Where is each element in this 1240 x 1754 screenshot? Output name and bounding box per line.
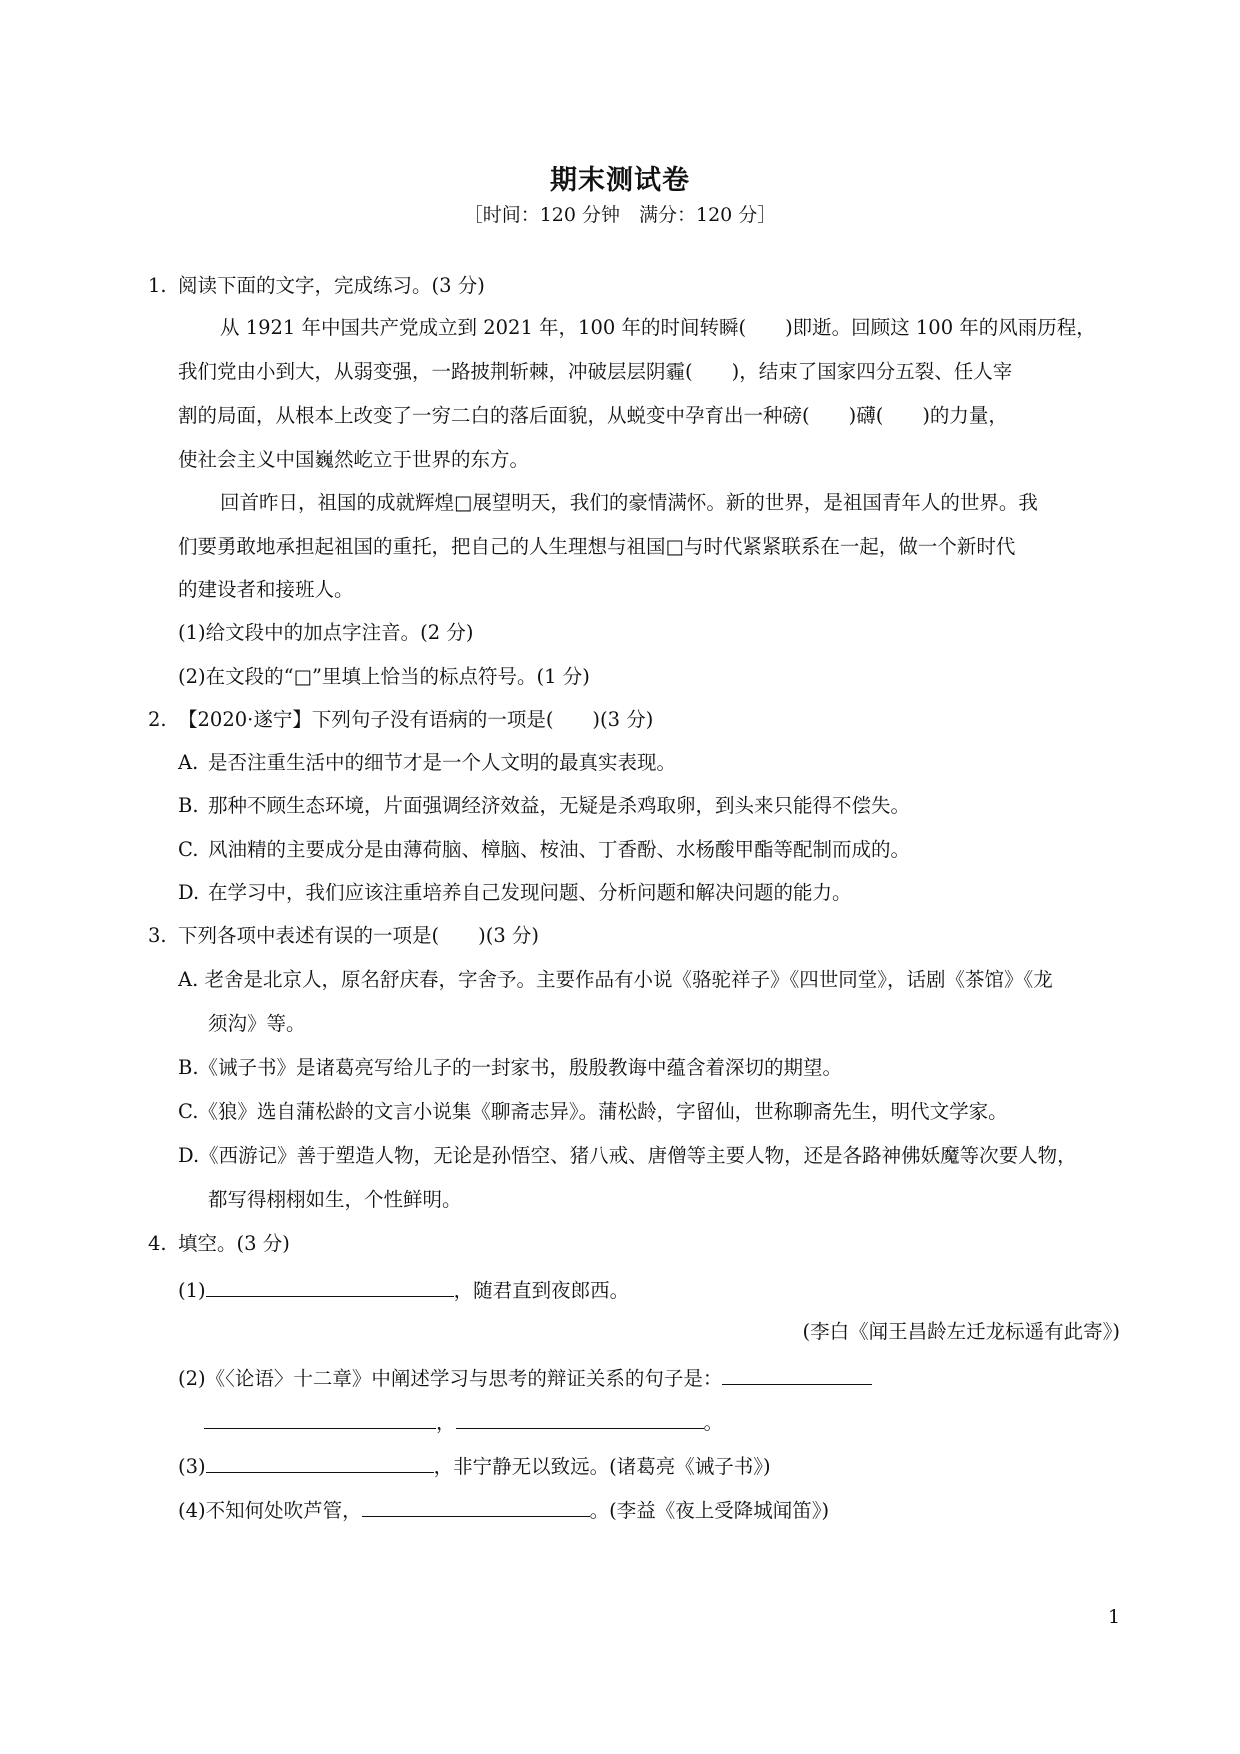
question-number: 1. [148, 274, 167, 297]
fill-4: (4)不知何处吹芦管， 。(李益《夜上受降城闻笛》) [178, 1499, 830, 1522]
sub-question: (2)在文段的“□”里填上恰当的标点符号。(1 分) [178, 665, 590, 688]
question-number: 4. [148, 1232, 167, 1255]
option-a-cont: 须沟》等。 [208, 1012, 306, 1035]
fill-2: (2)《〈论语〉十二章》中阐述学习与思考的辩证关系的句子是： [178, 1366, 872, 1389]
exam-meta: ［时间：120 分钟 满分：120 分］ [463, 204, 777, 226]
question-number: 3. [148, 924, 167, 947]
passage-line: 的建设者和接班人。 [178, 578, 354, 601]
option-d: D.《西游记》善于塑造人物，无论是孙悟空、猪八戒、唐僧等主要人物，还是各路神佛妖魔等次要人物， [178, 1144, 1077, 1167]
question-3 [148, 926, 539, 946]
question-number: 2. [148, 708, 167, 731]
answer-blank[interactable] [206, 1454, 434, 1473]
option-a: A. 老舍是北京人，原名舒庆春，字舍予。主要作品有小说《骆驼祥子》《四世同堂》，话剧《茶馆》《龙 [178, 968, 1053, 991]
answer-blank[interactable] [722, 1366, 872, 1385]
question-4 [148, 1234, 290, 1254]
fill-2-cont: ， 。 [204, 1410, 723, 1433]
option-c: C.《狼》选自蒲松龄的文言小说集《聊斋志异》。蒲松龄，字留仙，世称聊斋先生，明代文学家。 [178, 1100, 1008, 1123]
option-b: B. 那种不顾生态环境，片面强调经济效益，无疑是杀鸡取卵，到头来只能得不偿失。 [178, 794, 911, 817]
fill-3: (3) ，非宁静无以致远。(诸葛亮《诫子书》) [178, 1455, 771, 1478]
passage-line: 回首昨日，祖国的成就辉煌□展望明天，我们的豪情满怀。新的世界，是祖国青年人的世界。我 [220, 491, 1038, 514]
question-stem: 【2020·遂宁】下列句子没有语病的一项是( )(3 分) [178, 708, 654, 731]
question-stem: 阅读下面的文字，完成练习。(3 分) [178, 274, 485, 297]
passage-line: 使社会主义中国巍然屹立于世界的东方。 [178, 448, 530, 471]
answer-blank[interactable] [456, 1410, 704, 1429]
option-d-cont: 都写得栩栩如生，个性鲜明。 [208, 1188, 462, 1211]
passage-line: 割的局面，从根本上改变了一穷二白的落后面貌，从蜕变中孕育出一种磅( )礴( )的力量， [178, 404, 1008, 427]
sub-question: (1)给文段中的加点字注音。(2 分) [178, 621, 474, 644]
question-stem: 下列各项中表述有误的一项是( )(3 分) [178, 924, 540, 947]
answer-blank[interactable] [206, 1278, 454, 1297]
option-d: D. 在学习中，我们应该注重培养自己发现问题、分析问题和解决问题的能力。 [178, 881, 852, 904]
answer-blank[interactable] [362, 1498, 590, 1517]
page-title: 期末测试卷 [550, 165, 690, 196]
passage-line: 我们党由小到大，从弱变强，一路披荆斩棘，冲破层层阴霾( )，结束了国家四分五裂、任人宰 [178, 360, 1013, 383]
question-stem: 填空。(3 分) [178, 1232, 290, 1255]
option-c: C. 风油精的主要成分是由薄荷脑、樟脑、桉油、丁香酚、水杨酸甲酯等配制而成的。 [178, 838, 911, 861]
page-number: 1 [1108, 1606, 1121, 1628]
fill-1-source: (李白《闻王昌龄左迁龙标遥有此寄》) [802, 1320, 1120, 1343]
passage-line: 们要勇敢地承担起祖国的重托，把自己的人生理想与祖国□与时代紧紧联系在一起，做一个新时代 [178, 535, 1016, 558]
option-b: B.《诫子书》是诸葛亮写给儿子的一封家书，殷殷教诲中蕴含着深切的期望。 [178, 1056, 843, 1079]
question-2 [148, 710, 653, 730]
passage-line: 从 1921 年中国共产党成立到 2021 年，100 年的时间转瞬( )即逝。回顾这 100 年的风雨历程， [220, 316, 1096, 339]
question-1 [148, 276, 485, 296]
fill-1: (1) ，随君直到夜郎西。 [178, 1279, 630, 1302]
option-a: A. 是否注重生活中的细节才是一个人文明的最真实表现。 [178, 751, 677, 774]
answer-blank[interactable] [204, 1410, 436, 1429]
